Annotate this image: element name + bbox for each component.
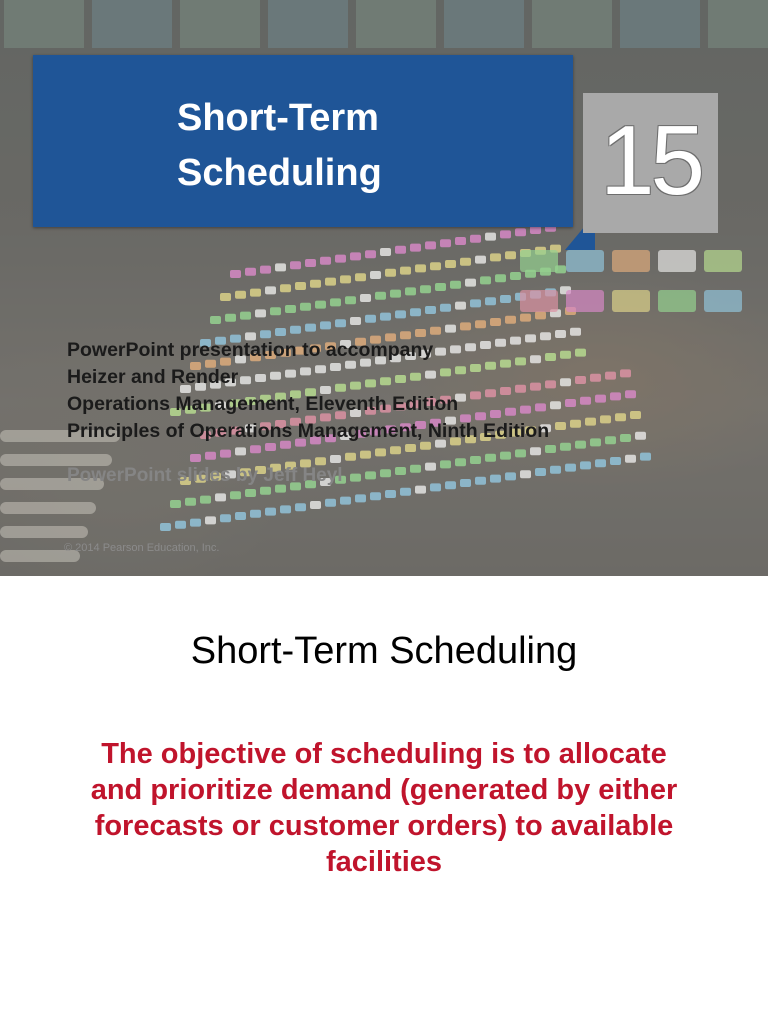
presentation-info (67, 337, 549, 445)
slide-title: Short-Term Scheduling (177, 97, 382, 194)
info-line-2: Heizer and Render (67, 366, 239, 388)
copyright-notice: © 2014 Pearson Education, Inc. (64, 542, 220, 554)
content-slide-body: The objective of scheduling is to allocate and prioritize demand (generated by either forecasts or customer orders) to available facilities (90, 738, 678, 878)
slides-credit: PowerPoint slides by Jeff Heyl (67, 465, 343, 486)
chapter-number: 15 (599, 105, 701, 215)
content-slide (0, 576, 768, 1024)
title-box (33, 55, 573, 227)
info-line-3: Operations Management, Eleventh Edition (67, 393, 459, 415)
content-slide-title: Short-Term Scheduling (190, 630, 578, 672)
info-line-4: Principles of Operations Management, Ninth Edition (67, 420, 550, 442)
info-line-1: PowerPoint presentation to accompany (67, 339, 434, 361)
chapter-badge (583, 93, 718, 233)
